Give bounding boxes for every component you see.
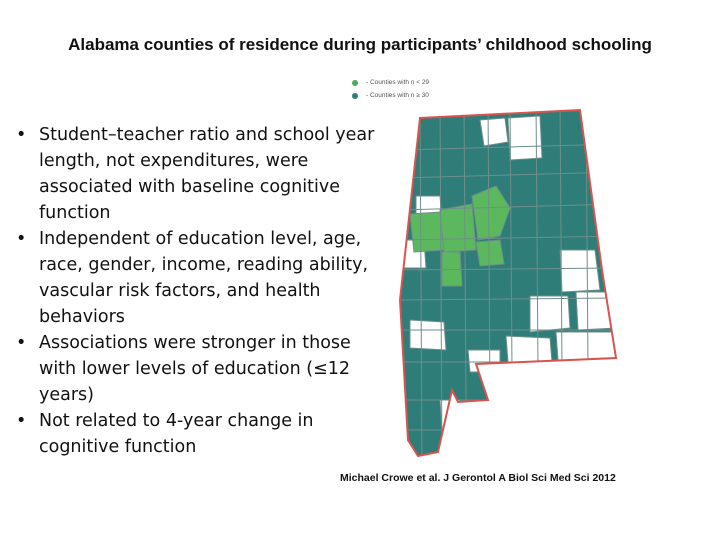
bullet-marker: •: [16, 333, 27, 353]
bullet-marker: •: [16, 229, 27, 249]
bullet-item: [12, 226, 382, 330]
county-white: [480, 118, 508, 146]
bullet-marker: •: [16, 411, 27, 431]
county-white: [530, 296, 570, 332]
legend-label-high: - Counties with n ≥ 30: [366, 92, 429, 99]
county-white: [560, 250, 600, 292]
slide-title: Alabama counties of residence during participants’ childhood schooling: [68, 35, 652, 54]
county-white: [508, 116, 542, 160]
citation: Michael Crowe et al. J Gerontol A Biol Sci Med Sci 2012: [340, 472, 616, 484]
legend-item-low: [352, 76, 472, 89]
bullet-marker: •: [16, 125, 27, 145]
bullet-text: Not related to 4-year change in cognitive function: [39, 411, 314, 457]
bullet-text: Associations were stronger in those with lower levels of education (≤12 years): [39, 333, 351, 405]
county-grid: [380, 100, 640, 470]
county-green: [440, 204, 476, 252]
county-green: [410, 212, 444, 252]
county-white: [556, 332, 616, 360]
legend-swatch-teal: [352, 93, 358, 99]
legend-label-low: - Counties with n < 29: [366, 79, 430, 86]
county-white: [468, 350, 500, 372]
county-white: [506, 336, 552, 362]
legend-swatch-green: [352, 80, 358, 86]
bullet-list: [12, 122, 382, 460]
county-green: [476, 240, 504, 266]
bullet-item: [12, 408, 382, 460]
bullet-text: Student–teacher ratio and school year length, not expenditures, were associated with baseline cognitive function: [39, 125, 375, 223]
bullet-item: [12, 330, 382, 408]
bullet-text: Independent of education level, age, race, gender, income, reading ability, vascular risk factors, and health behaviors: [39, 229, 369, 327]
alabama-county-map: [380, 100, 640, 470]
bullet-item: [12, 122, 382, 226]
county-white: [410, 320, 446, 350]
